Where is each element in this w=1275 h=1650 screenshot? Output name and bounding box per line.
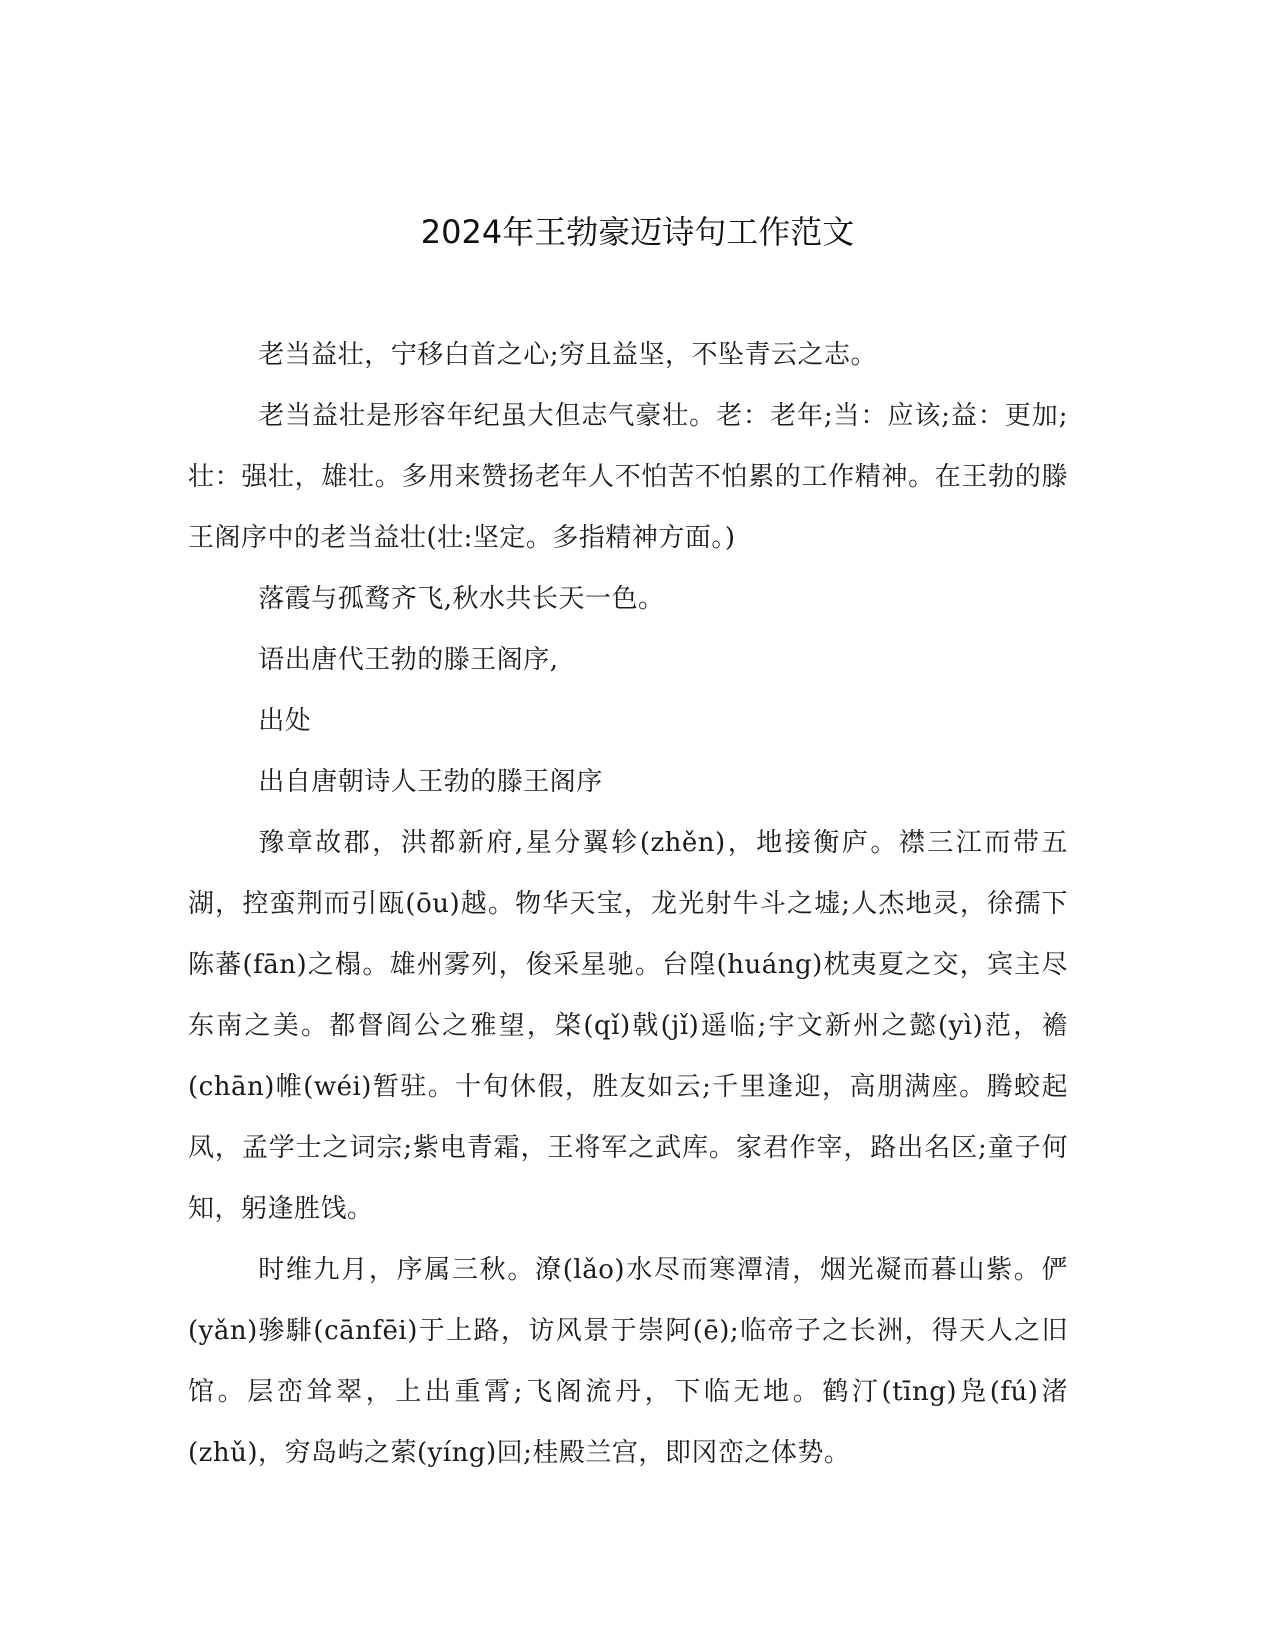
document-body	[188, 325, 1068, 1484]
paragraph: 时维九月，序属三秋。潦(lǎo)水尽而寒潭清，烟光凝而暮山紫。俨(yǎn)骖騑(cānfēi)于上路，访风景于崇阿(ē);临帝子之长洲，得天人之旧馆。层峦耸翠，上出重霄;飞阁流丹，下临无地。鹤汀(tīng)凫(fú)渚(zhǔ)，穷岛屿之萦(yíng)回;桂殿兰宫，即冈峦之体势。	[188, 1255, 1068, 1468]
paragraph: 语出唐代王勃的滕王阁序,	[258, 645, 559, 675]
paragraph: 老当益壮是形容年纪虽大但志气豪壮。老：老年;当：应该;益：更加;壮：强壮，雄壮。多用来赞扬老年人不怕苦不怕累的工作精神。在王勃的滕王阁序中的老当益壮(壮:坚定。多指精神方面。)	[188, 401, 1068, 553]
paragraph: 出自唐朝诗人王勃的滕王阁序	[258, 767, 603, 797]
paragraph: 老当益壮，宁移白首之心;穷且益坚，不坠青云之志。	[258, 340, 877, 370]
paragraph: 落霞与孤鹜齐飞,秋水共长天一色。	[258, 584, 665, 614]
document-title: 2024年王勃豪迈诗句工作范文	[420, 213, 855, 251]
paragraph: 豫章故郡，洪都新府,星分翼轸(zhěn)，地接衡庐。襟三江而带五湖，控蛮荆而引瓯(ōu)越。物华天宝，龙光射牛斗之墟;人杰地灵，徐孺下陈蕃(fān)之榻。雄州雾列，俊采星驰。台隍(huáng)枕夷夏之交，宾主尽东南之美。都督阎公之雅望，棨(qǐ)戟(jǐ)遥临;宇文新州之懿(yì)范，襜(chān)帷(wéi)暂驻。十旬休假，胜友如云;千里逢迎，高朋满座。腾蛟起凤，孟学士之词宗;紫电青霜，王将军之武库。家君作宰，路出名区;童子何知，躬逢胜饯。	[188, 828, 1068, 1224]
paragraph: 出处	[258, 706, 312, 736]
